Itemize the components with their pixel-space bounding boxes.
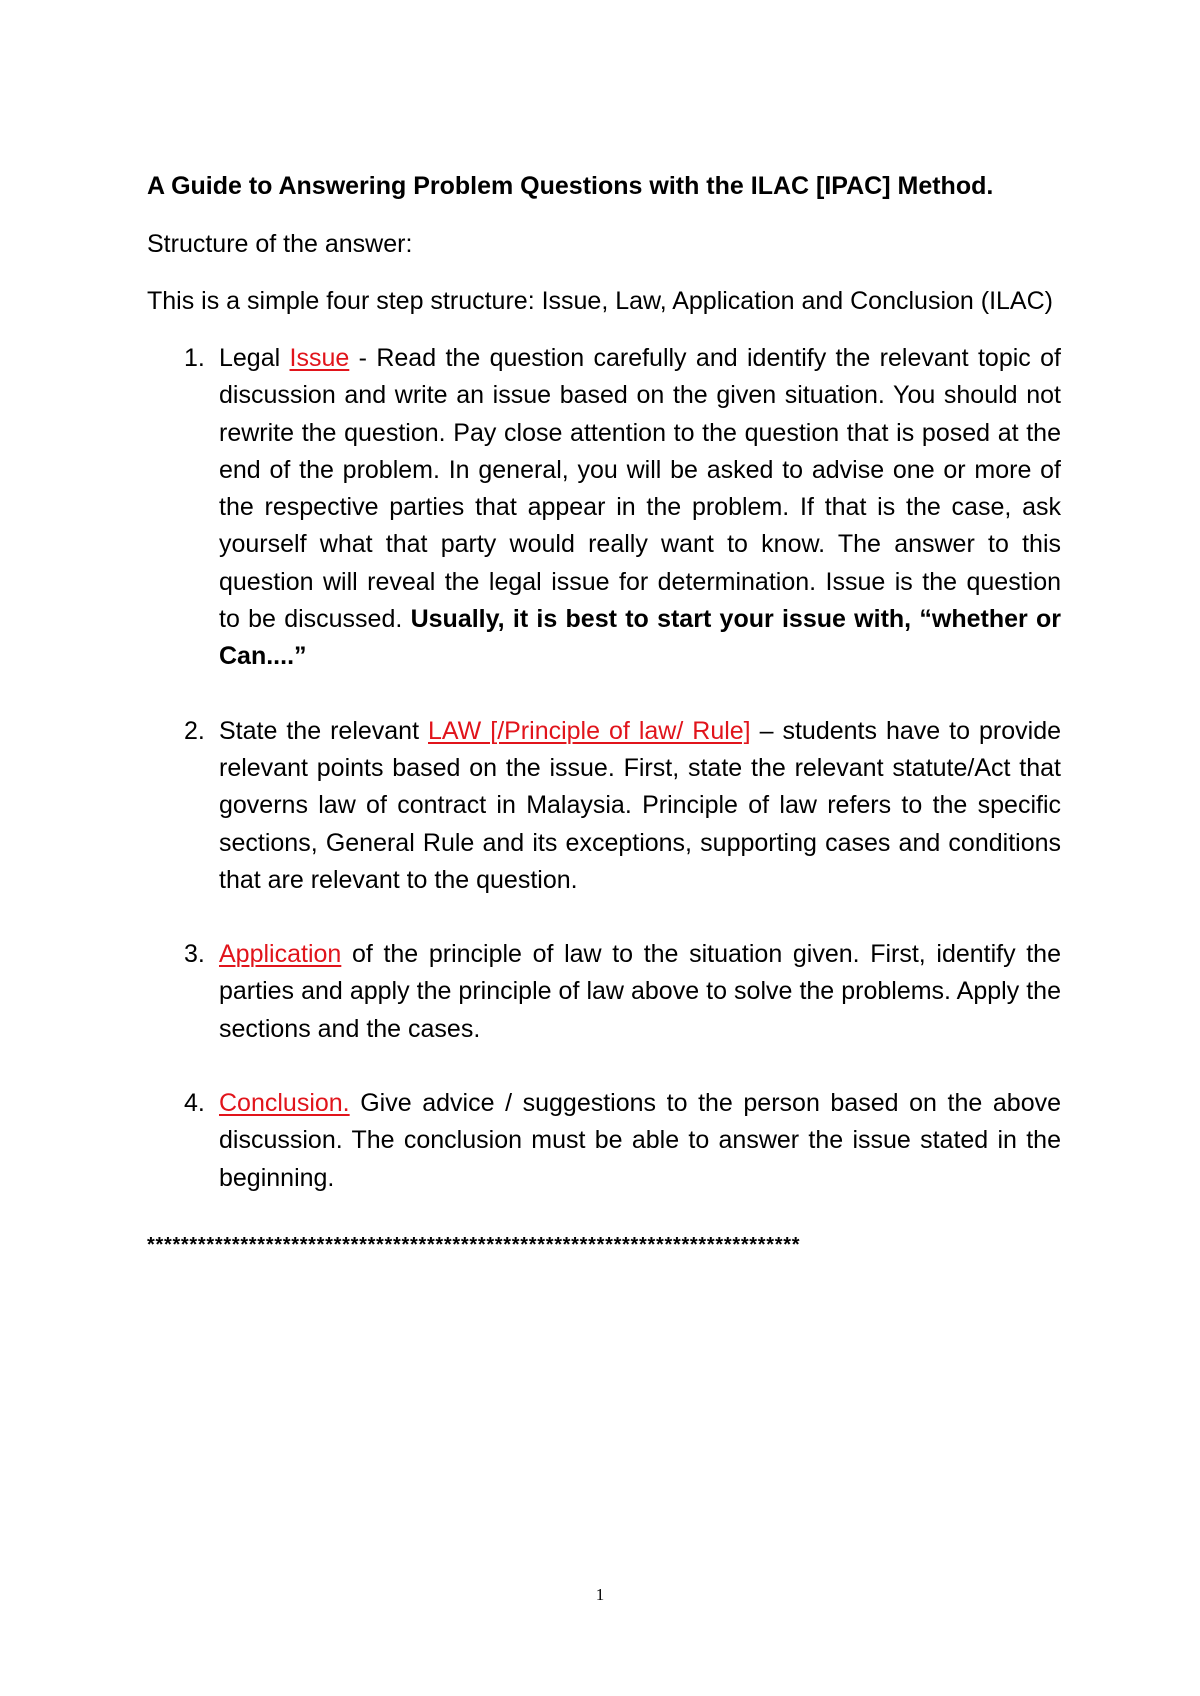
intro-paragraph: This is a simple four step structure: Issue, Law, Application and Conclusion (ILAC) bbox=[147, 287, 1053, 315]
item-emphasis: Usually, it is best to start your issue with, “whether or Can....” bbox=[219, 605, 1061, 671]
item-body: of the principle of law to the situation given. First, identify the parties and apply the principle of law above to solve the problems. Apply the sections and the cases. bbox=[219, 940, 1061, 1043]
document-title: A Guide to Answering Problem Questions with the ILAC [IPAC] Method. bbox=[147, 172, 994, 200]
item-body: – students have to provide relevant points based on the issue. First, state the relevant statute/Act that governs law of contract in Malaysia. Principle of law refers to the specific sections, General Rule and its exceptions, supporting cases and conditions that are relevant to the question. bbox=[219, 716, 1061, 894]
item-body: Give advice / suggestions to the person based on the above discussion. The conclusion must be able to answer the issue stated in the beginning. bbox=[219, 1089, 1061, 1192]
keyword-issue: Issue bbox=[289, 344, 350, 372]
list-number: 1. bbox=[184, 344, 205, 372]
page-number: 1 bbox=[595, 1585, 605, 1604]
item-lead: Legal bbox=[219, 344, 290, 372]
list-number: 4. bbox=[184, 1089, 205, 1118]
list-item-law bbox=[147, 713, 1061, 899]
asterisk-separator: ***************************************************************************** bbox=[147, 1233, 801, 1256]
keyword-conclusion: Conclusion. bbox=[219, 1089, 350, 1118]
list-number: 2. bbox=[184, 716, 205, 745]
keyword-law: LAW [/Principle of law/ Rule] bbox=[428, 716, 751, 745]
list-item-conclusion bbox=[147, 1085, 1061, 1197]
list-item-issue bbox=[147, 340, 1061, 676]
list-number: 3. bbox=[184, 940, 205, 969]
structure-label: Structure of the answer: bbox=[147, 230, 413, 258]
keyword-application: Application bbox=[219, 940, 342, 969]
document-body bbox=[147, 168, 1061, 1257]
item-lead: State the relevant bbox=[219, 716, 429, 745]
list-item-application bbox=[147, 936, 1061, 1048]
ilac-steps-list bbox=[147, 340, 1061, 1197]
item-body: - Read the question carefully and identify the relevant topic of discussion and write an issue based on the given situation. You should not rewrite the question. Pay close attention to the question that is posed at the end of the problem. In general, you will be asked to advise one or more of the respective parties that appear in the problem. If that is the case, ask yourself what that party would really want to know. The answer to this question will reveal the legal issue for determination. Issue is the question to be discussed. bbox=[219, 344, 1061, 634]
